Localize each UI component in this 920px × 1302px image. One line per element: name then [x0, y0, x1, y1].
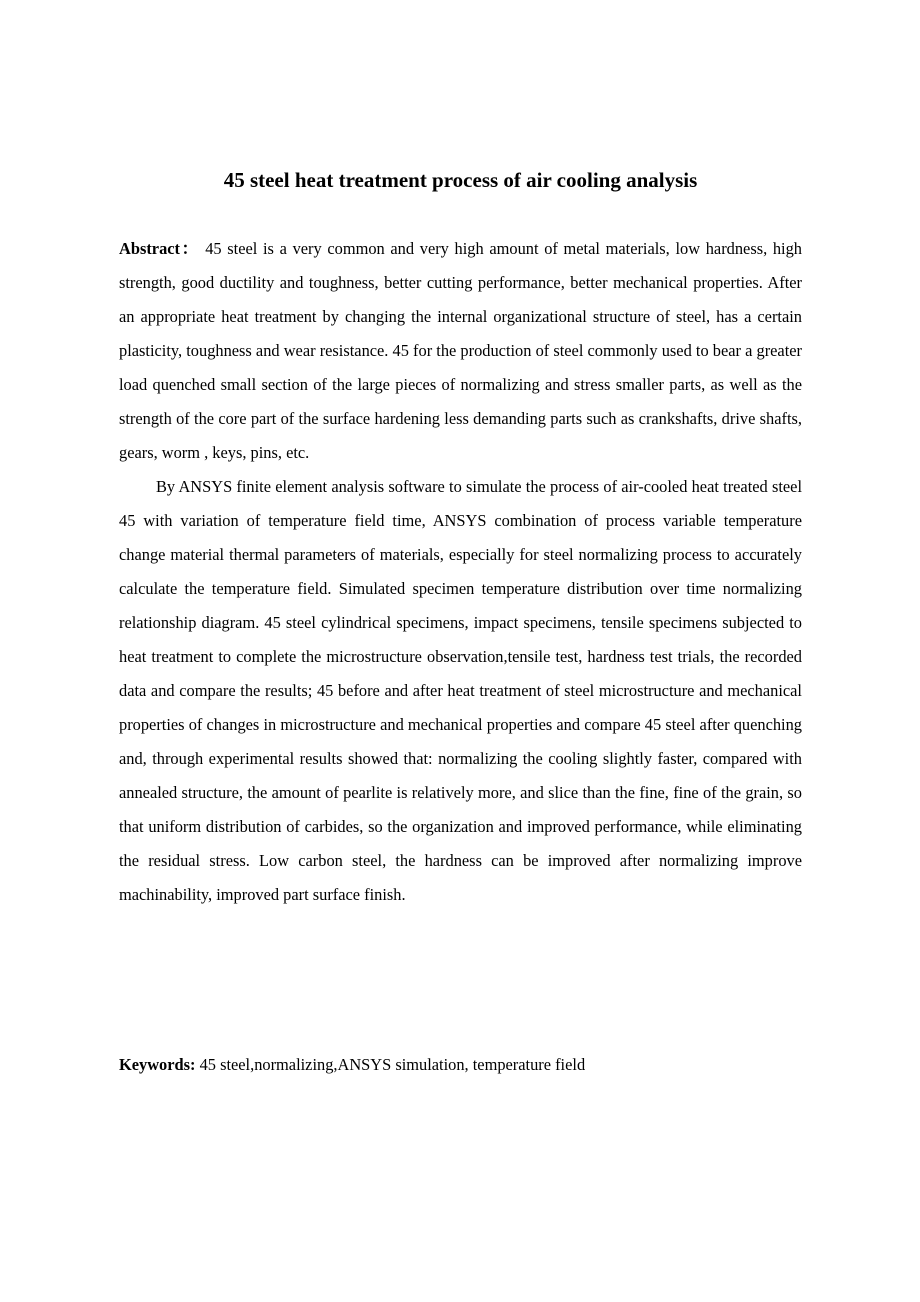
abstract-paragraph-2: By ANSYS finite element analysis software to simulate the process of air-cooled heat treated steel 45 with variation of temperature field time, ANSYS combination of process variable temperature change material thermal parameters of materials, especially for steel normalizing process to accurately calculate the temperature field. Simulated specimen temperature distribution over time normalizing relationship diagram. 45 steel cylindrical specimens, impact specimens, tensile specimens subjected to heat treatment to complete the microstructure observation,tensile test, hardness test trials, the recorded data and compare the results; 45 before and after heat treatment of steel microstructure and mechanical properties of changes in microstructure and mechanical properties and compare 45 steel after quenching and, through experimental results showed that: normalizing the cooling slightly faster, compared with annealed structure, the amount of pearlite is relatively more, and slice than the fine, fine of the grain, so that uniform distribution of carbides, so the organization and improved performance, while eliminating the residual stress. Low carbon steel, the hardness can be improved after normalizing improve machinability, improved part surface finish. — [119, 477, 802, 904]
abstract-paragraph-1-text: 45 steel is a very common and very high amount of metal materials, low hardness, high strength, good ductility and toughness, better cutting performance, better mechanical properties. After an appropriate heat treatment by changing the internal organizational structure of steel, has a certain plasticity, toughness and wear resistance. 45 for the production of steel commonly used to bear a greater load quenched small section of the large pieces of normalizing and stress smaller parts, as well as the strength of the core part of the surface hardening less demanding parts such as crankshafts, drive shafts, gears, worm , keys, pins, etc. — [119, 239, 802, 462]
keywords-text: 45 steel,normalizing,ANSYS simulation, temperature field — [195, 1055, 586, 1074]
abstract-paragraph-1 — [119, 232, 802, 470]
abstract-label: Abstract： — [119, 239, 200, 258]
paper-page — [119, 0, 802, 1302]
paper-title: 45 steel heat treatment process of air cooling analysis — [223, 168, 698, 192]
keywords-label: Keywords: — [119, 1055, 196, 1074]
keywords-section — [119, 1048, 802, 1082]
abstract-section — [119, 232, 802, 912]
